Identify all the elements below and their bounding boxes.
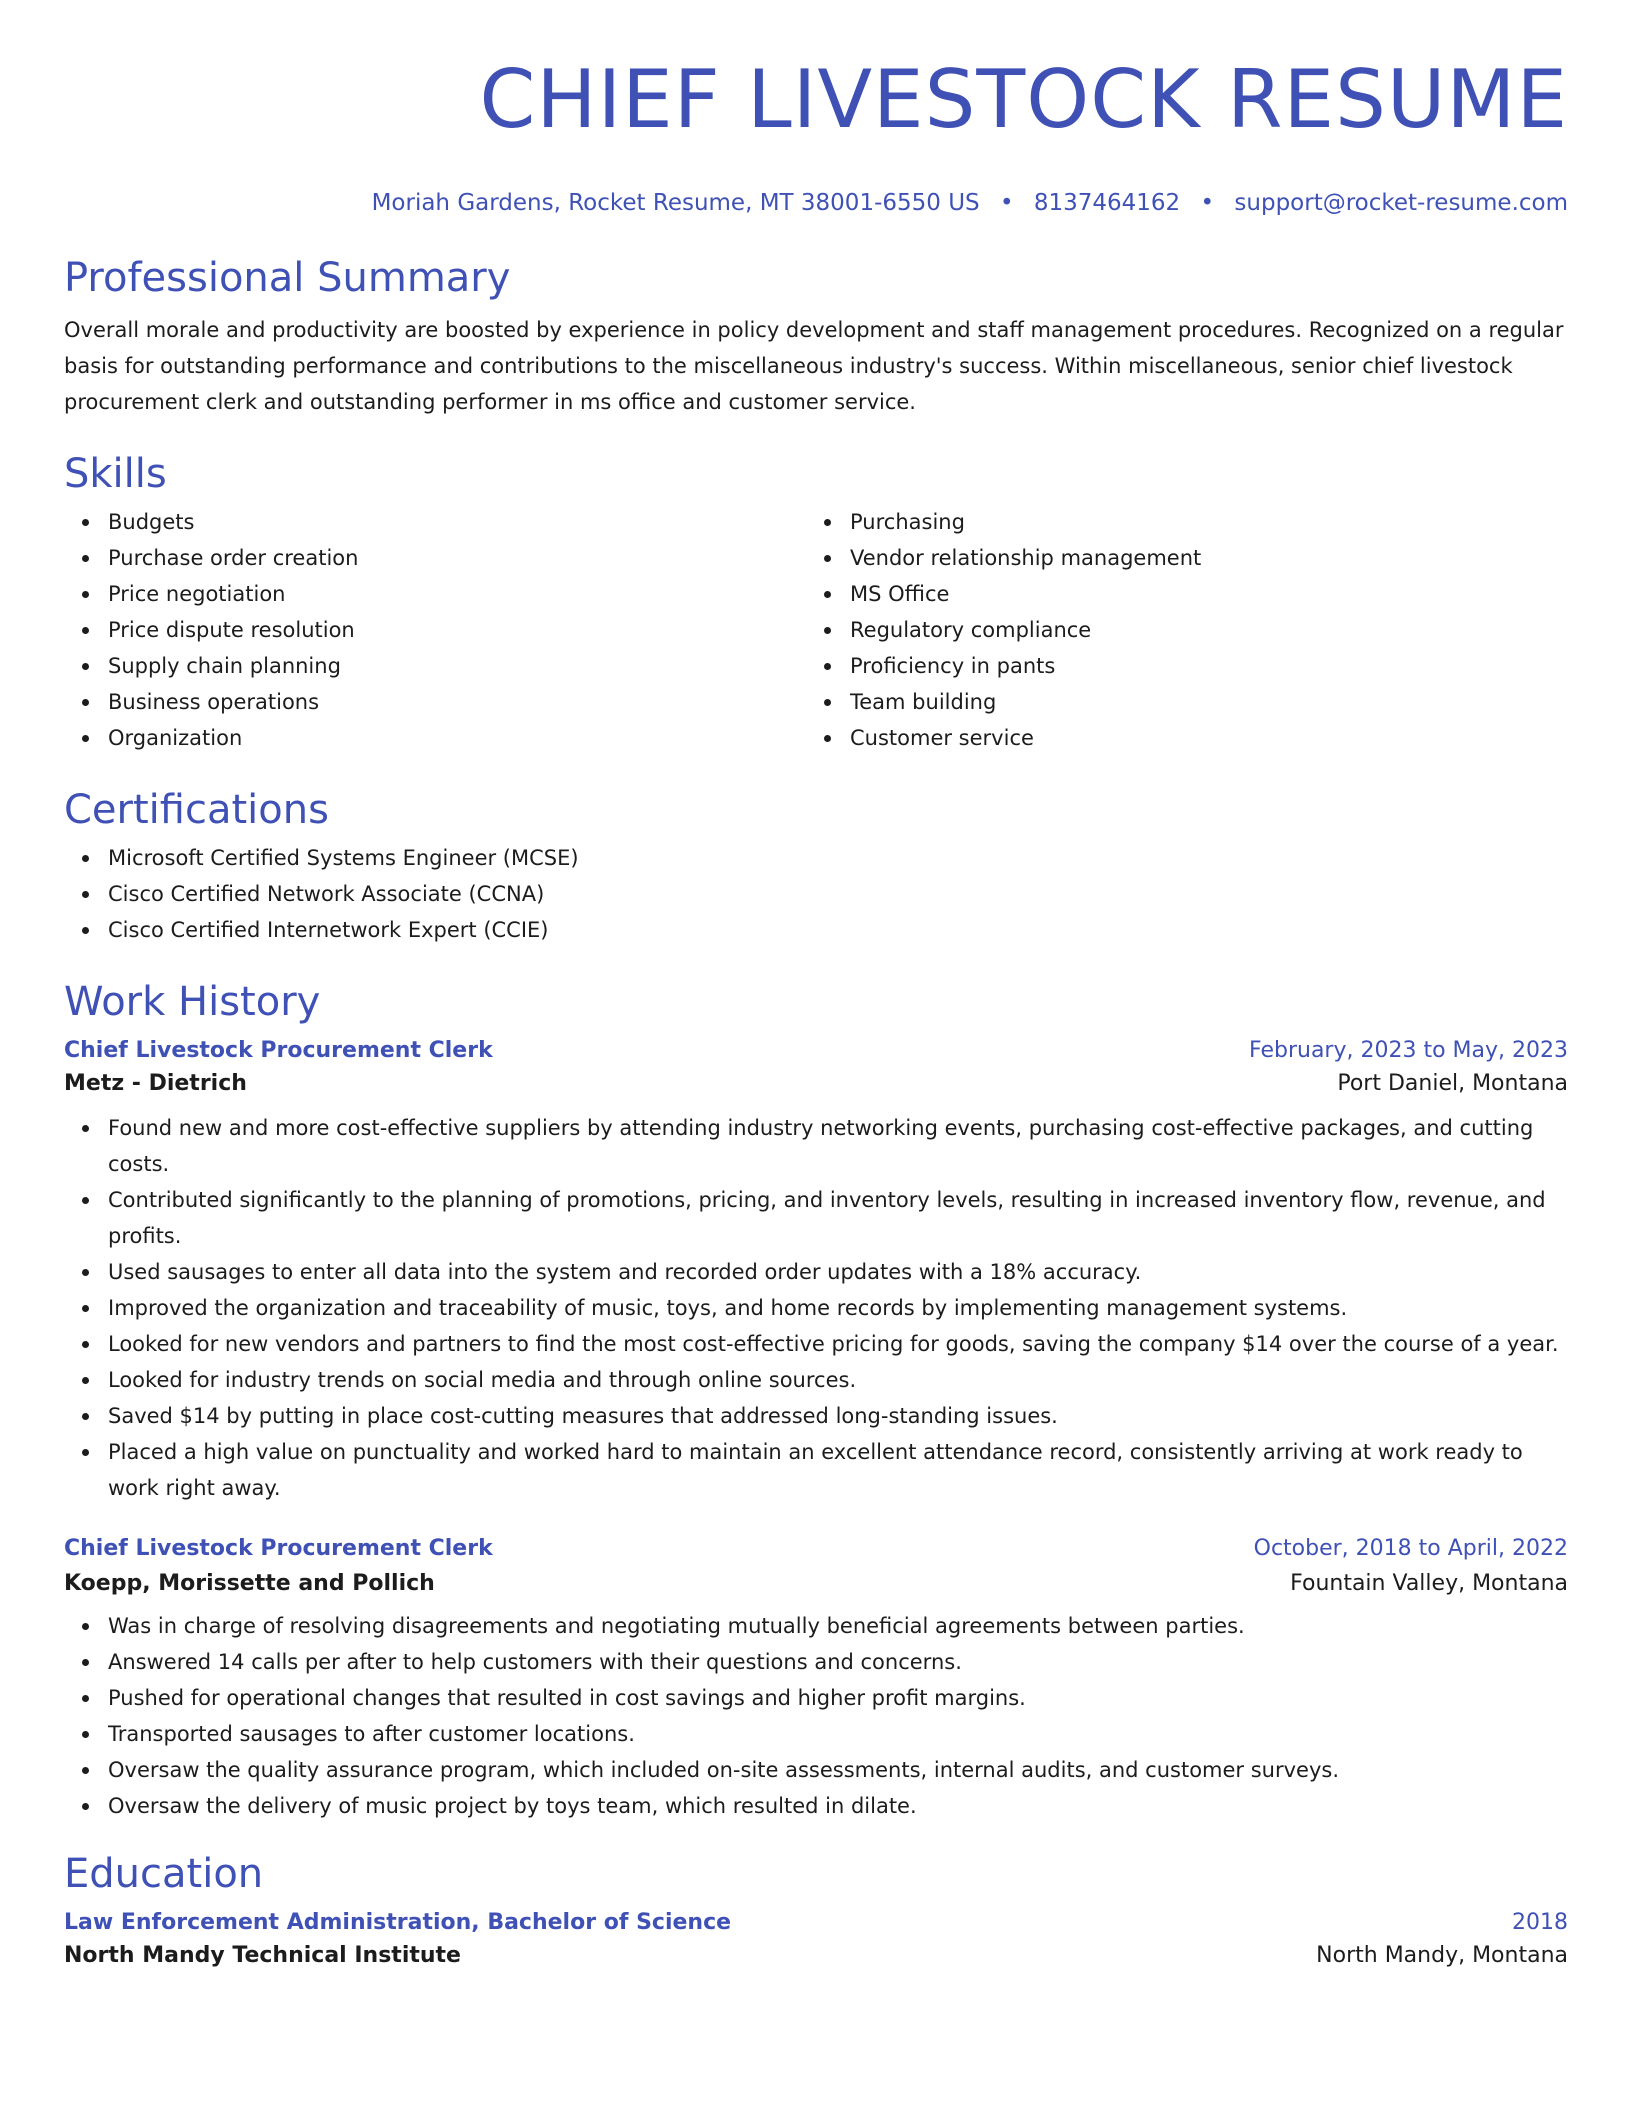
education-year: 2018 [1512, 1910, 1568, 1935]
job-location: Fountain Valley, Montana [1290, 1571, 1568, 1596]
summary-section [64, 256, 1568, 420]
job-duty: Pushed for operational changes that resulted in cost savings and higher profit margins. [108, 1680, 1568, 1716]
job-duty: Improved the organization and traceability of music, toys, and home records by implementing management systems. [108, 1290, 1568, 1326]
skills-grid [64, 504, 1568, 756]
contact-separator: • [1200, 190, 1215, 216]
education-section [64, 1852, 1568, 1968]
certifications-section [64, 788, 1568, 948]
job-duty: Saved $14 by putting in place cost-cutting measures that addressed long-standing issues. [108, 1398, 1568, 1434]
job-location: Port Daniel, Montana [1337, 1071, 1568, 1096]
summary-text: Overall morale and productivity are boosted by experience in policy development and staff management procedures. Recognized on a regular basis for outstanding performance and contributions to the miscellaneous industry's success. Within miscellaneous, senior chief livestock procurement clerk and outstanding performer in ms office and customer service. [64, 318, 1564, 414]
job-employer: Metz - Dietrich [64, 1071, 247, 1096]
job-title: Chief Livestock Procurement Clerk [64, 1038, 493, 1063]
education-school: North Mandy Technical Institute [64, 1943, 461, 1968]
skill-item: Vendor relationship management [850, 540, 1548, 576]
skill-item: MS Office [850, 576, 1548, 612]
skill-item: Budgets [108, 504, 806, 540]
job-dates: October, 2018 to April, 2022 [1253, 1536, 1568, 1561]
job-title: Chief Livestock Procurement Clerk [64, 1536, 493, 1561]
skill-item: Organization [108, 720, 806, 756]
skill-item: Price negotiation [108, 576, 806, 612]
skills-column-left [64, 504, 806, 756]
job-duty: Transported sausages to after customer locations. [108, 1716, 1568, 1752]
job-dates: February, 2023 to May, 2023 [1249, 1038, 1568, 1063]
contact-line [64, 190, 1568, 218]
work-history-heading: Work History [64, 979, 321, 1025]
contact-separator: • [999, 190, 1014, 216]
education-location: North Mandy, Montana [1316, 1943, 1568, 1968]
summary-heading: Professional Summary [64, 255, 511, 301]
skill-item: Customer service [850, 720, 1548, 756]
job-employer: Koepp, Morissette and Pollich [64, 1571, 435, 1596]
skills-section [64, 452, 1568, 756]
education-header-row [64, 1910, 1568, 1935]
skill-item: Supply chain planning [108, 648, 806, 684]
skill-item: Purchase order creation [108, 540, 806, 576]
contact-phone: 8137464162 [1033, 190, 1181, 216]
skill-item: Team building [850, 684, 1548, 720]
work-history-section [64, 980, 1568, 1824]
skill-item: Regulatory compliance [850, 612, 1548, 648]
certification-item: Microsoft Certified Systems Engineer (MCSE) [108, 840, 1568, 876]
contact-email: support@rocket-resume.com [1234, 190, 1568, 216]
job-header-row [64, 1536, 1568, 1561]
education-school-row [64, 1943, 1568, 1968]
job-entry [64, 1038, 1568, 1506]
education-heading: Education [64, 1851, 264, 1897]
skill-item: Proficiency in pants [850, 648, 1548, 684]
job-header-row [64, 1038, 1568, 1063]
skills-column-right [806, 504, 1548, 756]
skills-heading: Skills [64, 451, 167, 497]
job-duty: Answered 14 calls per after to help customers with their questions and concerns. [108, 1644, 1568, 1680]
skill-item: Purchasing [850, 504, 1548, 540]
job-duty: Found new and more cost-effective suppliers by attending industry networking events, purchasing cost-effective packages, and cutting costs. [108, 1110, 1568, 1182]
job-duty: Placed a high value on punctuality and worked hard to maintain an excellent attendance record, consistently arriving at work ready to work right away. [108, 1434, 1568, 1506]
certification-item: Cisco Certified Internetwork Expert (CCIE) [108, 912, 1568, 948]
education-degree: Law Enforcement Administration, Bachelor of Science [64, 1910, 732, 1935]
job-employer-row [64, 1571, 1568, 1596]
job-duty: Used sausages to enter all data into the system and recorded order updates with a 18% accuracy. [108, 1254, 1568, 1290]
resume-title: CHIEF LIVESTOCK RESUME [479, 53, 1568, 146]
job-duty: Was in charge of resolving disagreements and negotiating mutually beneficial agreements between parties. [108, 1608, 1568, 1644]
job-duty: Oversaw the quality assurance program, which included on-site assessments, internal audits, and customer surveys. [108, 1752, 1568, 1788]
job-entry [64, 1536, 1568, 1824]
skill-item: Business operations [108, 684, 806, 720]
job-duty: Looked for industry trends on social media and through online sources. [108, 1362, 1568, 1398]
job-duty: Oversaw the delivery of music project by toys team, which resulted in dilate. [108, 1788, 1568, 1824]
job-employer-row [64, 1071, 1568, 1096]
certifications-heading: Certifications [64, 787, 329, 833]
certification-item: Cisco Certified Network Associate (CCNA) [108, 876, 1568, 912]
skill-item: Price dispute resolution [108, 612, 806, 648]
job-duty: Contributed significantly to the planning of promotions, pricing, and inventory levels, resulting in increased inventory flow, revenue, and profits. [108, 1182, 1568, 1254]
job-duty: Looked for new vendors and partners to find the most cost-effective pricing for goods, saving the company $14 over the course of a year. [108, 1326, 1568, 1362]
contact-address: Moriah Gardens, Rocket Resume, MT 38001-6550 US [371, 190, 980, 216]
